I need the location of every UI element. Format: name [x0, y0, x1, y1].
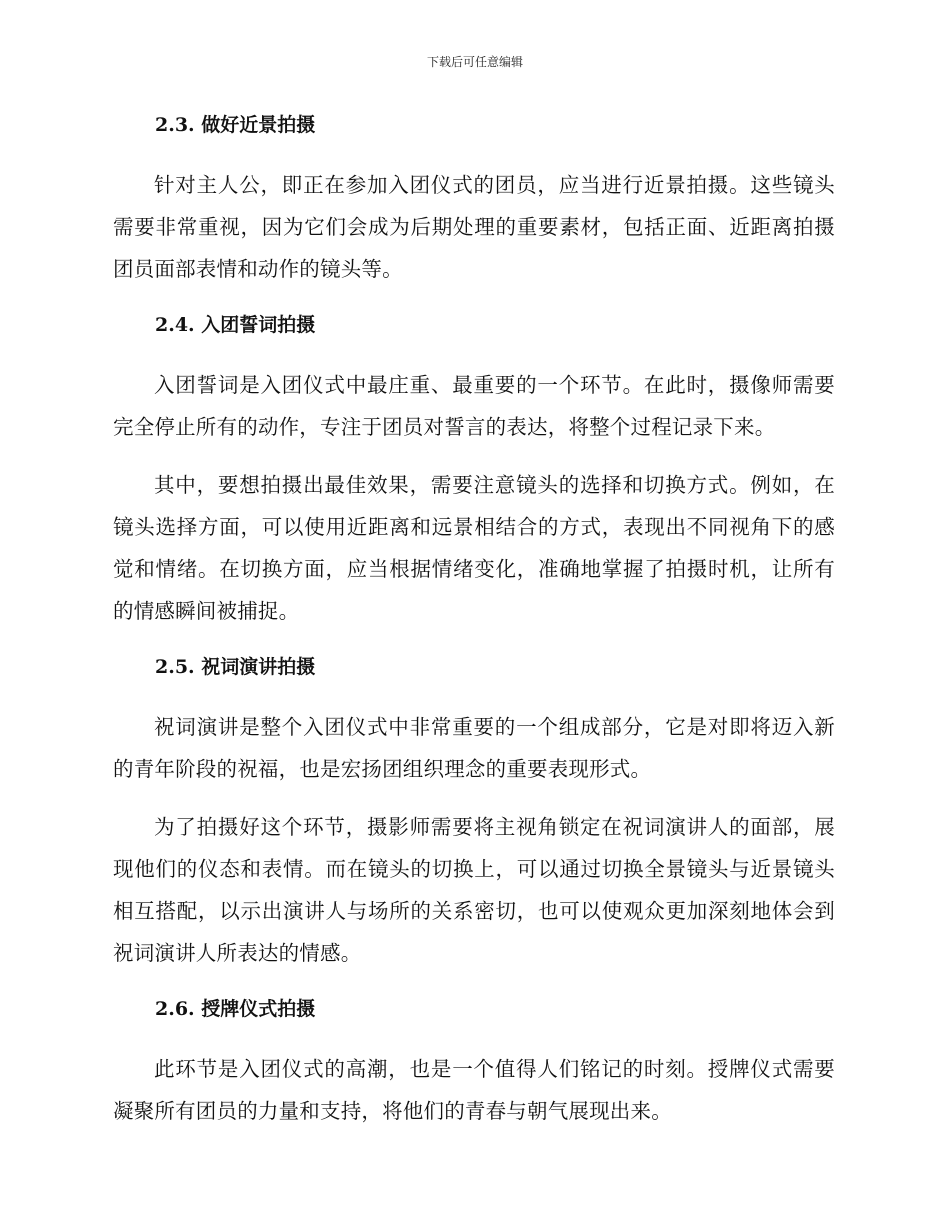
page-header-note: 下载后可任意编辑	[426, 55, 523, 69]
section-2-4-paragraph-1: 入团誓词是入团仪式中最庄重、最重要的一个环节。在此时，摄像师需要完全停止所有的动作，专注于团员对誓言的表达，将整个过程记录下来。	[113, 373, 835, 439]
document-body	[113, 106, 835, 1132]
section-2-4-paragraph-2: 其中，要想拍摄出最佳效果，需要注意镜头的选择和切换方式。例如，在镜头选择方面，可以使用近距离和远景相结合的方式，表现出不同视角下的感觉和情绪。在切换方面，应当根据情绪变化，准确地掌握了拍摄时机，让所有的情感瞬间被捕捉。	[113, 473, 835, 623]
section-2-6-paragraph-1: 此环节是入团仪式的高潮，也是一个值得人们铭记的时刻。授牌仪式需要凝聚所有团员的力量和支持，将他们的青春与朝气展现出来。	[113, 1057, 835, 1123]
section-heading-2-5: 2.5. 祝词演讲拍摄	[155, 656, 316, 678]
section-heading-2-3: 2.3. 做好近景拍摄	[155, 114, 316, 136]
section-heading-2-6: 2.6. 授牌仪式拍摄	[155, 998, 316, 1020]
section-heading-2-4: 2.4. 入团誓词拍摄	[155, 314, 316, 336]
section-2-3-paragraph-1: 针对主人公，即正在参加入团仪式的团员，应当进行近景拍摄。这些镜头需要非常重视，因为它们会成为后期处理的重要素材，包括正面、近距离拍摄团员面部表情和动作的镜头等。	[113, 173, 835, 281]
section-2-5-paragraph-1: 祝词演讲是整个入团仪式中非常重要的一个组成部分，它是对即将迈入新的青年阶段的祝福，也是宏扬团组织理念的重要表现形式。	[113, 715, 835, 781]
section-2-5-paragraph-2: 为了拍摄好这个环节，摄影师需要将主视角锁定在祝词演讲人的面部，展现他们的仪态和表情。而在镜头的切换上，可以通过切换全景镜头与近景镜头相互搭配，以示出演讲人与场所的关系密切，也可以使观众更加深刻地体会到祝词演讲人所表达的情感。	[113, 815, 835, 965]
